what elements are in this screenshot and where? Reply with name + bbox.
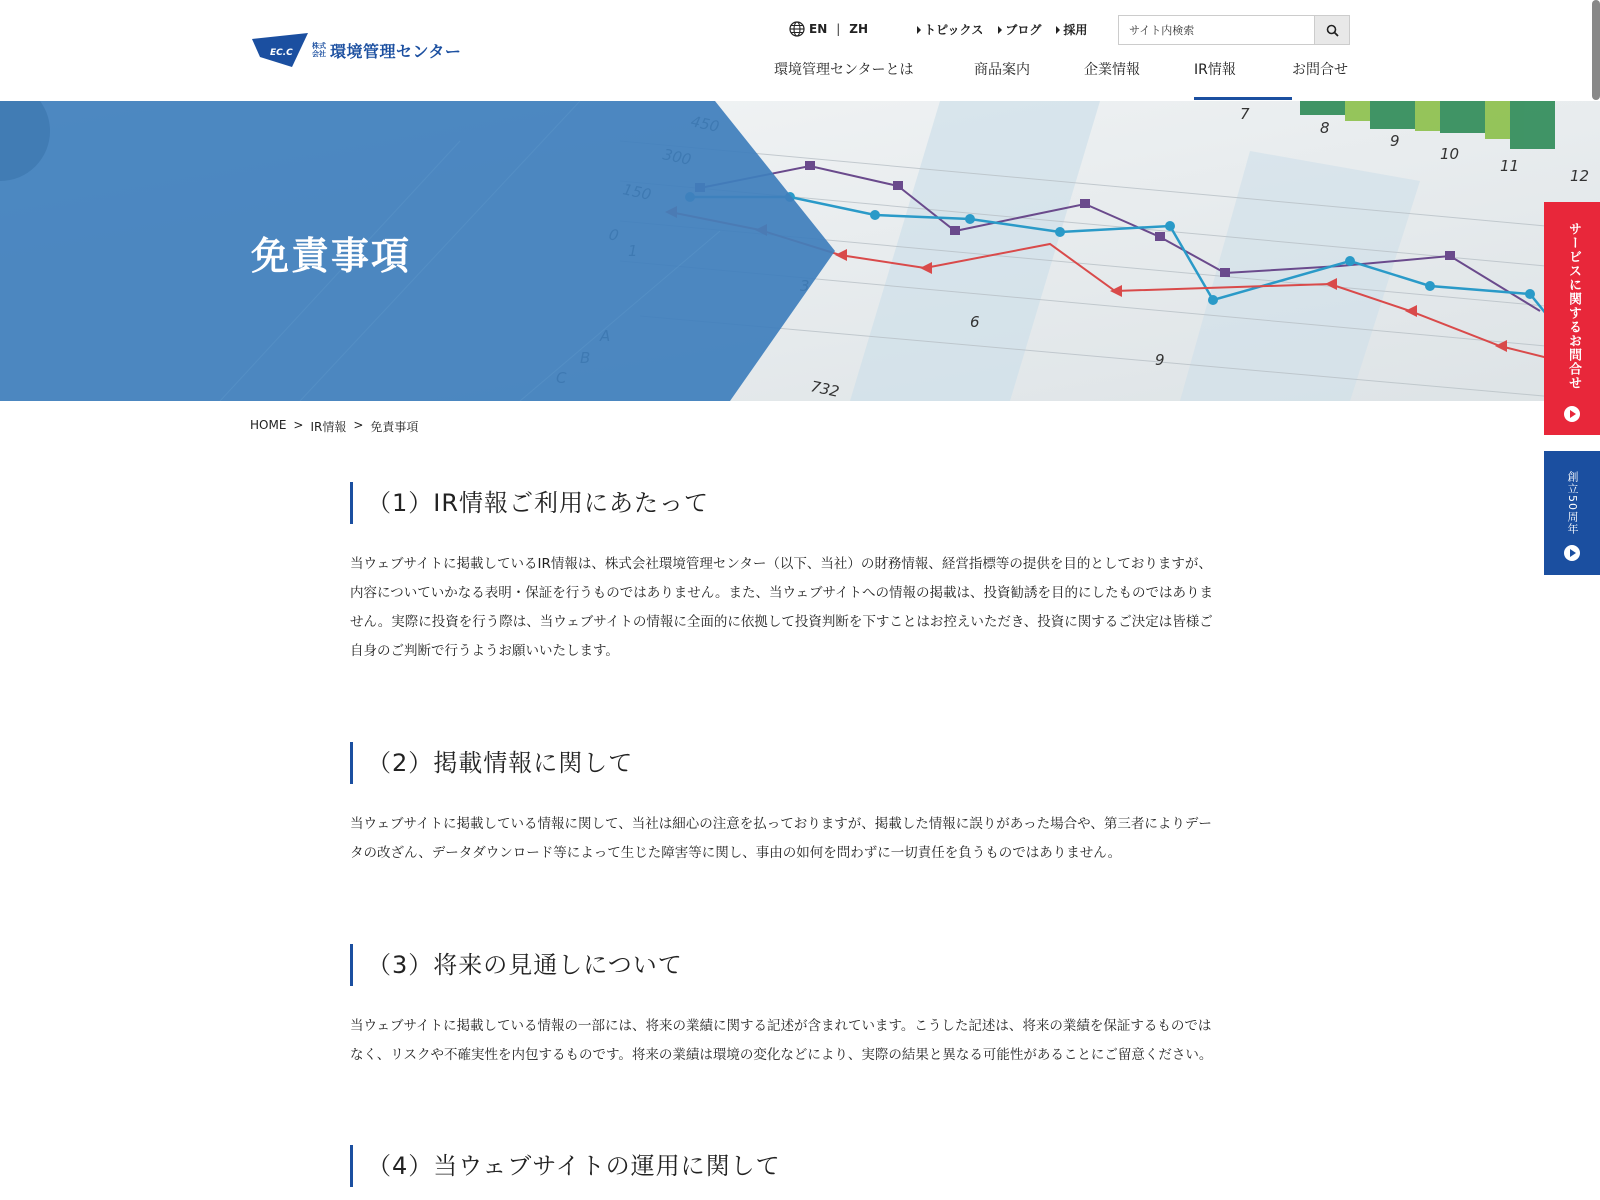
breadcrumb-ir[interactable]: IR情報	[310, 420, 347, 434]
link-recruit[interactable]	[1056, 21, 1087, 38]
arrow-circle-icon	[1564, 545, 1580, 561]
site-header	[0, 0, 1600, 100]
triangle-right-icon	[917, 26, 921, 34]
nav-contact-label: お問合せ	[1292, 62, 1348, 78]
logo-kabushiki	[312, 42, 326, 58]
breadcrumb-separator: >	[353, 418, 364, 432]
breadcrumb	[250, 418, 425, 435]
svg-text:8: 8	[1320, 119, 1330, 137]
svg-text:10: 10	[1440, 145, 1460, 163]
body-line: 内容についていかなる表明・保証を行うものではありません。また、当ウェブサイトへの情報の掲載は、投資勧誘を目的にしたものではありま	[350, 585, 1214, 601]
section-heading: （4）当ウェブサイトの運用に関して	[350, 1145, 1250, 1187]
section-body	[350, 1012, 1250, 1070]
nav-ir-label: IR情報	[1194, 62, 1236, 78]
language-switcher	[789, 21, 868, 37]
svg-text:7: 7	[1240, 105, 1250, 123]
link-recruit-label: 採用	[1063, 23, 1088, 37]
anniversary-side-tab[interactable]	[1544, 451, 1600, 575]
breadcrumb-home[interactable]: HOME	[250, 418, 287, 432]
main-navigation	[774, 59, 1348, 101]
body-line: なく、リスクや不確実性を内包するものです。将来の業績は環境の変化などにより、実際の結果と異なる可能性があることにご留意ください。	[350, 1047, 1213, 1063]
svg-text:9: 9	[1155, 351, 1165, 369]
link-blog[interactable]	[998, 21, 1041, 38]
section-body	[350, 550, 1250, 666]
logo-kabu-1: 株式	[312, 42, 326, 50]
section-body	[350, 810, 1250, 868]
body-line: 当ウェブサイトに掲載している情報の一部には、将来の業績に関する記述が含まれています。こうした記述は、将来の業績を保証するものでは	[350, 1018, 1212, 1034]
hero-background-graphic	[0, 101, 1600, 401]
triangle-right-icon	[1056, 26, 1060, 34]
nav-company-label: 企業情報	[1084, 62, 1140, 78]
site-search	[1118, 15, 1350, 45]
nav-about[interactable]	[774, 59, 974, 101]
hero-banner	[0, 101, 1600, 401]
search-input[interactable]	[1119, 16, 1314, 44]
utility-links	[917, 21, 1102, 38]
body-line: 当ウェブサイトに掲載しているIR情報は、株式会社環境管理センター（以下、当社）の財務情報、経営指標等の提供を目的としておりますが、	[350, 556, 1212, 572]
body-line: 当ウェブサイトに掲載している情報に関して、当社は細心の注意を払っておりますが、掲載した情報に誤りがあった場合や、第三者によりデー	[350, 816, 1212, 832]
svg-text:6: 6	[970, 313, 980, 331]
section-2	[350, 742, 1250, 868]
breadcrumb-current: 免責事項	[370, 420, 419, 434]
site-logo[interactable]	[252, 33, 461, 67]
nav-products[interactable]	[974, 59, 1084, 101]
logo-mark-icon	[252, 33, 308, 67]
link-topics-label: トピックス	[924, 23, 984, 37]
body-line: タの改ざん、データダウンロード等によって生じた障害等に関し、事由の如何を問わずに一切責任を負うものではありません。	[350, 845, 1122, 861]
breadcrumb-separator: >	[293, 418, 304, 432]
contact-side-tab[interactable]	[1544, 202, 1600, 435]
contact-side-tab-label: サービスに関するお問合せ	[1566, 222, 1581, 390]
body-line: せん。実際に投資を行う際は、当ウェブサイトの情報に全面的に依拠して投資判断を下すことはお控えいただき、投資に関するご決定は皆様ご	[350, 614, 1213, 630]
triangle-right-icon	[998, 26, 1002, 34]
lang-divider: |	[836, 22, 841, 36]
anniversary-side-tab-label: 創立50周年	[1566, 471, 1579, 535]
globe-icon	[789, 21, 805, 37]
section-heading: （3）将来の見通しについて	[350, 944, 1250, 986]
svg-text:732: 732	[809, 377, 841, 401]
link-blog-label: ブログ	[1005, 23, 1042, 37]
nav-company[interactable]	[1084, 59, 1194, 101]
lang-zh-link[interactable]: ZH	[849, 22, 869, 36]
section-1	[350, 482, 1250, 666]
logo-kabu-2: 会社	[312, 50, 326, 58]
body-line: 自身のご判断で行うようお願いいたします。	[350, 643, 619, 659]
section-heading: （2）掲載情報に関して	[350, 742, 1250, 784]
lang-en-link[interactable]: EN	[809, 22, 828, 36]
scrollbar-thumb[interactable]	[1592, 0, 1600, 100]
svg-text:9: 9	[1390, 132, 1400, 150]
link-topics[interactable]	[917, 21, 983, 38]
search-icon	[1326, 24, 1339, 37]
section-heading: （1）IR情報ご利用にあたって	[350, 482, 1250, 524]
nav-about-label: 環境管理センターとは	[774, 62, 914, 78]
page-title: 免責事項	[251, 234, 412, 278]
svg-text:11: 11	[1500, 157, 1520, 175]
nav-ir[interactable]	[1194, 59, 1292, 101]
section-3	[350, 944, 1250, 1070]
arrow-circle-icon	[1564, 406, 1580, 422]
logo-mark-text: EC.C	[270, 48, 293, 58]
nav-contact[interactable]	[1292, 59, 1348, 101]
logo-company-name: 環境管理センター	[330, 41, 462, 61]
nav-products-label: 商品案内	[974, 62, 1030, 78]
svg-text:12: 12	[1570, 167, 1590, 185]
section-4	[350, 1145, 1250, 1187]
search-button[interactable]	[1314, 16, 1349, 44]
